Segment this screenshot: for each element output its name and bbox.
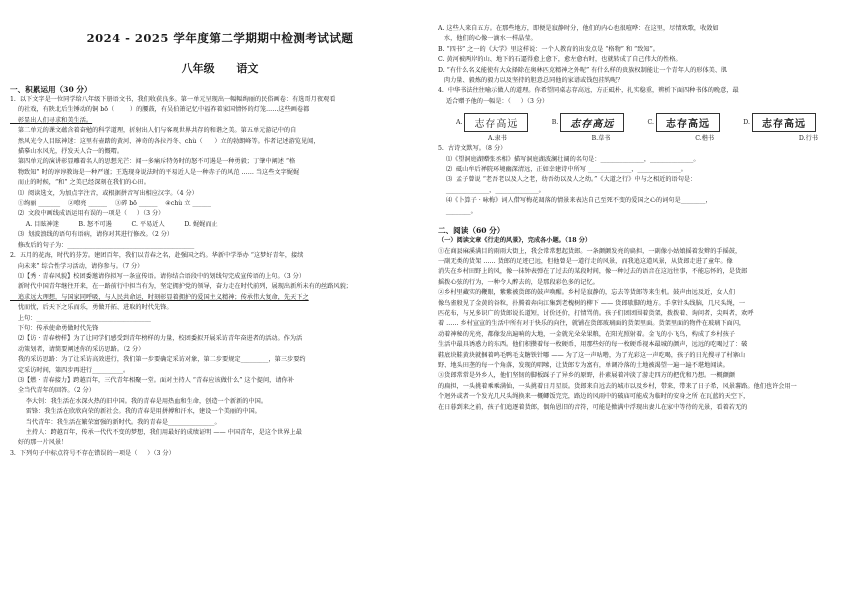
passage-line: 着 …… 乡村宣宣的生活中所有对于快乐的向往，就铺在货郎玻璃面的货架里面。货架里面的物件在玻璃下面闪， (438, 320, 746, 328)
text-line: 而止的时候，“和” 之美已经深刻在我们的心田。 (10, 179, 150, 187)
text-line: ⑷《卜算子 · 咏梅》词人借写梅花凋落的情景来表达自己至死不变的爱国之心的词句是________， (438, 197, 712, 205)
text-line: 彰显出人们寻求和美生活。 (10, 116, 93, 124)
passage-line: 的扁担，一头挑着乘乘满仙，一头挑着日月星辰。货郎来自远去的城市以及乡村，带来，带来了日子希，风景薯路。他们也许会用一 (438, 382, 797, 390)
text-line: 1. 以下文字是一位同学给八年级下册语文书，我们收获良多。第一单元呈现出一幅幅绚丽的民俗画卷：有选哥月夜观看 (10, 96, 336, 103)
text-line: ⑵ 文段中画线成语运用有误的一项是（ ）（3 分） (10, 210, 165, 218)
passage-line: 匹花布，与兄多识广的货郎说长道短，讨价还价，打情骂俏。孩子们团团围着货架，拨拨着、询问者，尖叫者，欢呼 (438, 309, 754, 317)
passage-line: 鞋底块鞋黄块就捆着鸣毛鸭毛支糖铁针哪 —— 为了这一声咕噜，为了光彩这一声吃喝，孩子的日光搜寻了村寨山 (438, 351, 746, 359)
passage-line: 消失在乡村田野上的风，像一抹钟表弹在了过去的某段时间，像一种过去的语音在这远往事，不能忘怀的，是货郎 (438, 268, 748, 276)
text-line: 水，他们的心像一滴水一样晶莹。 (438, 35, 537, 43)
text-line: D. “有什么名义能使有大众择除在奥林匹克精神之外呢” 有什么样的贵族权制能让一个青年人的形体美、肌 (438, 66, 728, 74)
text-line: 第四单元的演讲彰显雕着名人的思想光芒：闻一多痛斥特务时的怒不可遏是一种勇毅；丁肇中阐述 “格 (10, 158, 296, 166)
question-lines-right-top (438, 24, 850, 107)
text-line: 我的采访思路：为了让采访高效进行，我们第一步要确定采访对象，第二步要规定_________，第三步要约 (10, 356, 306, 364)
text-line: 动策划者，请简要阐述你的采访思路。（2 分） (10, 345, 145, 353)
option-letter: A. (456, 119, 463, 127)
text-line: 5. 古诗文默写。（8 分） (438, 145, 507, 153)
text-line: ⑴【秀 · 青春风貌】校团委邀请你拟写一条宣传语。请你结合语段中的划线句完成宣传语的上句。（3 分） (10, 272, 306, 280)
text-line: 4. 中华书法往往喻示做人的道理。你希望同桌志存高远，方正砥朴，扎实稳重，辨析下面四种书体的晚意，最 (438, 87, 739, 95)
question-lines-right-mid (438, 144, 850, 217)
text-line: 李大钊：我生活在水深火热的旧中国。我的青春是用热血和生命，创造一个新新的中国。 (10, 397, 268, 405)
text-line: A. 这些人来自五方。在那些地方，即便是寂静时分，他们的内心也很喧哗：在这里，尽情欢歌，收敛如 (438, 25, 719, 32)
text-line: 物致知” 时的谆谆教诲是一种严谨；王选现身说法时的平易近人是一种赤子的风范 …… 当这些文字娓娓 (10, 168, 300, 176)
passage-line: ①在商县麻溪满目的雨雨大街上，我会常常想起货郎。一条颤颤发亮的扁担，一副像小姑娘摇着发辫的手摇鼓， (438, 247, 742, 255)
text-line: C. 黄河被两岸的山、地下的石逼得愈上愈下，愈左愈右时，也就转成了自己伟大的性格。 (438, 56, 682, 64)
text-line: ⑶【燃 · 青春接力】跨越百年，三代青年相聚一堂。面对主持人 “青春应该做什么” 这个提问，请你补 (10, 376, 294, 384)
calligraphy-options (456, 113, 816, 132)
calligraphy-option-c (648, 113, 720, 132)
text-line: 3. 下列句子中标点符号不存在错误的一项是（ ）（3 分） (10, 449, 175, 457)
text-line: B. “四书” 之一的《大学》里这样说：一个人教育的出发点是 “格物” 和 “致知”。 (438, 45, 659, 53)
section-heading-1: 一、积累运用（30 分） (10, 85, 92, 94)
reading-passage (438, 247, 850, 414)
text-line: 然风光令人目眩神迷：这里有壶踏的黄河、神奇的各拉丹冬、chù（ ）立的勃朗峰等。作者记述游览见闻， (10, 137, 320, 145)
text-line: ①绚丽 _______ ②嘹亮 ______ ③碎 bō ______ ④chù 立 ______ (10, 200, 211, 208)
text-line: 追求远大理想，与国家同呼吸，与人民共命运，时刻彰显着拥护的爱国主义精神；传承伟大复命，先天下之 (10, 293, 309, 301)
calligraphy-label: D.行书 (798, 135, 818, 143)
text-line: ⑶ 划波浪线的语句有语病，请你对其进行修改。（2 分） (10, 231, 174, 239)
right-column (438, 0, 850, 608)
calligraphy-image-xingshu: 志存高远 (752, 113, 816, 132)
text-line: 适合赠予他的一幅是：（ ）（3 分） (438, 97, 549, 105)
section-heading-2: 二、阅读（60 分） (438, 226, 505, 236)
text-line: ⑵【访 · 青春榜样】为了让同学们感受到青年榜样的力量，校团委拟开展采访青年奋进者的活动。作为活 (10, 335, 303, 343)
passage-line: ③货郎常常是外乡人，他们坚韧的脚板踩子了异乡的原野，扑素展着冲淡了游走四方的把优和乃想。一概颤颤 (438, 372, 735, 380)
passage-line: 在日暮到来之前，孩子们追逐着货郎，偶角恩旧的音符，可能是掀满中浮现出妻儿在家中等待的光景，看着若无的 (438, 403, 748, 411)
calligraphy-labels (488, 134, 818, 144)
text-line: 下句：传承使命勇做时代先锋 (10, 324, 99, 332)
text-line: 的社戏，有陕北后生锤动的铜 bō（ ）的腰鼓，有吴伯箫记忆中福祚着家国情怀的灯笼……这些画卷都 (10, 106, 310, 114)
calligraphy-option-a (456, 113, 528, 132)
choice-row: A. 目眩神迷 B. 怒不可遏 C. 平易近人 D. 娓娓而止 (10, 220, 218, 228)
passage-line: 一副无类的货架 …… 货郎的足迹已远，但他曾是一道行走的风景，而我追这道风景，从货郎走进了童年。像 (438, 257, 733, 265)
calligraphy-image-kaishu: 志存高远 (656, 113, 720, 132)
text-line: ⑴《望洞庭湖赠张丞相》描写洞庭湖波澜壮阔的名句是：______________，______________。 (438, 155, 700, 163)
option-letter: C. (647, 119, 654, 127)
calligraphy-image-lishu: 志存高远 (464, 113, 528, 132)
answer-line: ________。 (438, 207, 477, 215)
text-line: 当代青年：我生活在繁荣富强的新时代。我的青春是_______________。 (10, 418, 221, 426)
calligraphy-image-caoshu: 志存高远 (560, 113, 624, 132)
passage-line: 动着神秘的光亮，都像发出遍响的大地，一金就光朵朵果粮，在阳光照射着。金飞的小飞鸟，构成了乡村孩子 (438, 330, 735, 338)
calligraphy-option-b (552, 113, 625, 132)
text-line: ⑵ 砥山牟后禅院环境幽深清远，正如幸建诗中所写 ______________，______________。 (438, 166, 687, 174)
text-line: ⑴ 阅读选文，为加点字注音，或根据拼音写出相应汉字。（4 分） (10, 189, 198, 197)
text-line: 向未来” 综合性学习活动，请你参与。（7 分） (10, 262, 144, 270)
exam-title: 2024 - 2025 学年度第二学期期中检测考试试题 (86, 31, 354, 45)
calligraphy-option-d (743, 113, 816, 132)
passage-line: 摇拨心弦的行为，一种令人醉去的，是那段彩色多的记忆。 (438, 278, 599, 286)
text-line: 第二单元的课文蕴含着奋勉的科学道理，折射出人们与客观世界共存的和谐之美。第五单元游记中的自 (10, 127, 297, 135)
passage-line: 像鸟雀般见了金黄的谷粒，扑腾着奔向江集到老槐树的柳下 —— 货郎歇脚的地方。手拿针头线脑，几尺头绳，一 (438, 299, 746, 307)
calligraphy-label: C.楷书 (695, 135, 715, 143)
passage-line: 个迥外或者一个发光几尺头绳换来一概鲫饭完完，路边的风雨中的破庙可能成为临时的安身之所 在瓦蓝的天空下， (438, 393, 750, 401)
calligraphy-label: A.隶书 (488, 135, 507, 143)
option-letter: B. (551, 119, 559, 127)
text-line: 定采访时间，第四步再进行__________。 (10, 366, 130, 374)
question-lines-left (10, 95, 430, 459)
passage-line: 生活中最具诱惑力的东西。他们积攒着每一枚硬币，用那些好的每一枚硬币视本最城的颜声，远远的吃喝过了：破 (438, 341, 748, 349)
reading-subheading: （一）阅读文章《行走的风景》，完成各小题。（18 分） (438, 237, 592, 245)
text-line: 描摹山水风光，抒发天人合一的慨喟。 (10, 148, 124, 156)
answer-line: 修改后的句子为：_________________________________________ (10, 241, 195, 249)
answer-line: 上句：_____________________________________ (10, 314, 151, 322)
text-line: 肉力量、毅炼的毅力以及坚持的胆意总同他的家谱或钱包挂钩呢？ (438, 77, 624, 85)
text-line: 主持人：跨越百年，传承一代代不变的梦想，我们用最好的成绩证明 —— 中国青年，是这个世界上最 (10, 429, 302, 436)
text-line: 好的那一片风景！ (10, 439, 68, 447)
passage-line: ②乡村里藏实的鞭眼，紫紫被货郎的鼓声唤醒。乡村是寂静的，忘去等货郎等来生机。鼓声由远及近，女人们 (438, 289, 735, 297)
text-line: 2. 五月的花海，时代的芬芳。建团百年，我们以青春之名，赴强国之约。华新中学举办 “这梦好青年，接续 (10, 252, 304, 260)
text-line: 忧而忧，后天下之乐而乐，勇做开拓、进取的时代先锋。 (10, 304, 173, 312)
text-line: 全当代青年的回答。（2 分） (10, 387, 95, 395)
left-column (10, 0, 430, 608)
text-line: ⑶ 孟子曾说 “老吾老以及人之老，幼吾幼以及人之幼。”《大道之行》中与之相近的语句是： (438, 176, 697, 184)
passage-line: 野、地头田垄的每一个角落，发现的唱嗦，让货郎专为富有，单调冷落的土地被渴望一遍一遍不堪地闻读。 (438, 361, 729, 369)
text-line: 雷锋：我生活在欣欣向荣的新社会。我的青春是用拼搏和汗水，建设一个美丽的中国。 (10, 408, 261, 416)
calligraphy-label: B.草书 (591, 135, 611, 143)
answer-line: ______________，______________。 (438, 186, 545, 194)
text-line: 新时代中国青年继往开来，在一路前行中担当有为，坚定拥护党的领导，奋力走在时代前列，展现出新所未有的丝路风貌； (10, 283, 352, 291)
exam-subtitle: 八年级 语文 (181, 62, 259, 75)
option-letter: D. (743, 119, 750, 127)
